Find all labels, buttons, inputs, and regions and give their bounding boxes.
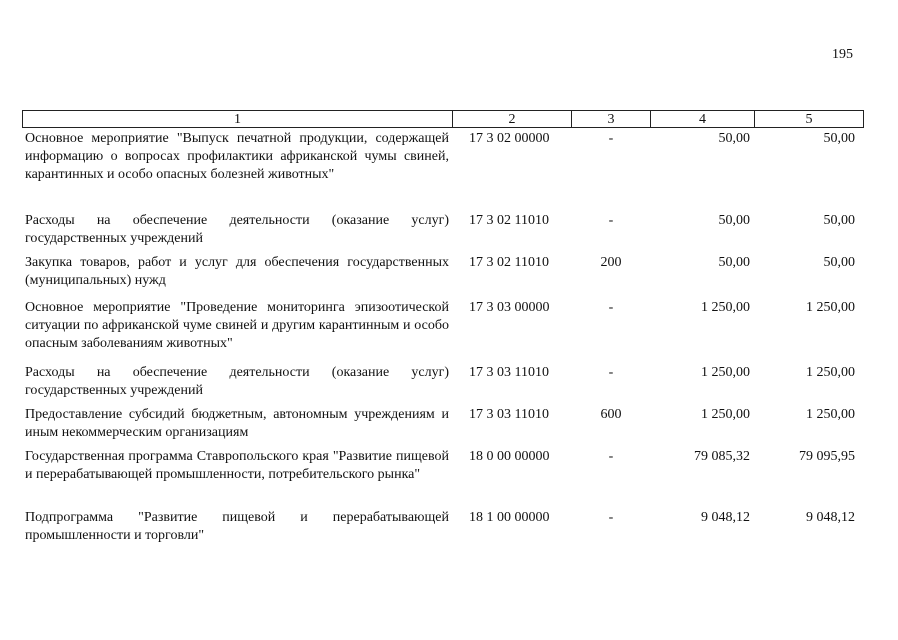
row-amount-col5: 1 250,00 (806, 365, 855, 380)
header-col-2: 2 (453, 111, 572, 128)
row-amount-col4: 50,00 (718, 255, 750, 270)
row-amount-col4: 1 250,00 (701, 407, 750, 422)
row-amount-col5: 50,00 (823, 213, 855, 228)
row-amount-col5: 9 048,12 (806, 510, 855, 525)
row-name: Предоставление субсидий бюджетным, автономным учреждениям и иным некоммерческим организациям (25, 407, 449, 440)
row-code: 17 3 03 00000 (469, 300, 550, 315)
row-expense-type: - (608, 213, 614, 228)
row-expense-type: - (608, 300, 614, 315)
row-code: 18 1 00 00000 (469, 510, 550, 525)
row-amount-col4: 50,00 (718, 131, 750, 146)
row-name: Основное мероприятие "Выпуск печатной продукции, содержащей информацию о вопросах профилактики африканской чумы свиней, карантинных и особо опасных болезней животных" (25, 131, 449, 182)
row-name: Расходы на обеспечение деятельности (оказание услуг) государственных учреждений (25, 365, 449, 398)
row-amount-col4: 9 048,12 (701, 510, 750, 525)
row-amount-col4: 1 250,00 (701, 365, 750, 380)
row-amount-col5: 79 095,95 (799, 449, 855, 464)
page-number: 195 (832, 47, 853, 62)
row-name: Государственная программа Ставропольского края "Развитие пищевой и перерабатывающей промышленности, потребительского рынка" (25, 449, 449, 482)
row-code: 17 3 03 11010 (469, 365, 549, 380)
header-col-1: 1 (23, 111, 453, 128)
row-amount-col5: 1 250,00 (806, 407, 855, 422)
header-col-3: 3 (572, 111, 651, 128)
row-expense-type: - (608, 510, 614, 525)
header-col-5: 5 (755, 111, 864, 128)
row-name: Подпрограмма "Развитие пищевой и перерабатывающей промышленности и торговли" (25, 510, 449, 543)
row-name: Основное мероприятие "Проведение мониторинга эпизоотической ситуации по африканской чуме свиней и другим карантинным и особо опасным заболеваниям животных" (25, 300, 449, 351)
row-expense-type: 200 (600, 255, 622, 270)
row-name: Расходы на обеспечение деятельности (оказание услуг) государственных учреждений (25, 213, 449, 246)
row-name: Закупка товаров, работ и услуг для обеспечения государственных (муниципальных) нужд (25, 255, 449, 288)
row-expense-type: - (608, 449, 614, 464)
row-amount-col4: 1 250,00 (701, 300, 750, 315)
row-code: 17 3 02 11010 (469, 255, 549, 270)
row-code: 17 3 02 00000 (469, 131, 550, 146)
row-amount-col5: 50,00 (823, 255, 855, 270)
row-expense-type: - (608, 131, 614, 146)
row-amount-col4: 79 085,32 (694, 449, 750, 464)
row-expense-type: 600 (600, 407, 622, 422)
row-amount-col4: 50,00 (718, 213, 750, 228)
table-header (22, 110, 864, 128)
header-col-4: 4 (651, 111, 755, 128)
row-code: 17 3 02 11010 (469, 213, 549, 228)
row-amount-col5: 50,00 (823, 131, 855, 146)
row-code: 18 0 00 00000 (469, 449, 550, 464)
row-amount-col5: 1 250,00 (806, 300, 855, 315)
row-code: 17 3 03 11010 (469, 407, 549, 422)
row-expense-type: - (608, 365, 614, 380)
